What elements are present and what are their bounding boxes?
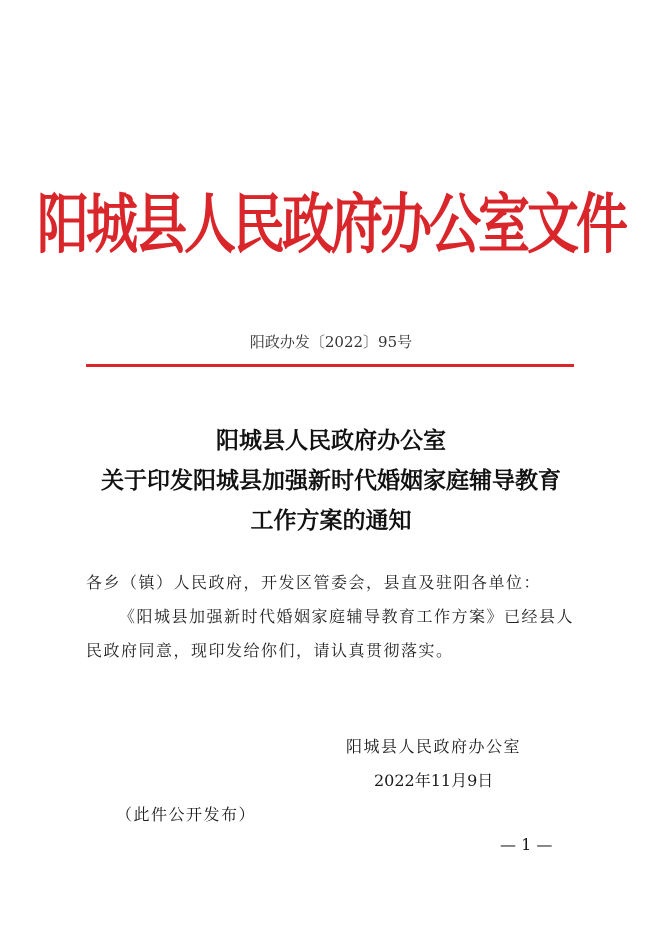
issuer-signature: 阳城县人民政府办公室 xyxy=(346,737,522,756)
body-paragraph: 《阳城县加强新时代婚姻家庭辅导教育工作方案》已经县人民政府同意，现印发给你们，请认真贯彻落实。 xyxy=(86,607,575,660)
red-divider-line xyxy=(86,364,574,367)
publish-note: （此件公开发布） xyxy=(116,805,257,824)
document-header-title: 阳城县人民政府办公室文件 xyxy=(36,186,625,263)
page-number: — 1 — xyxy=(500,835,553,854)
notice-title-line-3: 工作方案的通知 xyxy=(250,507,412,534)
notice-title xyxy=(0,421,662,541)
notice-title-line-1: 阳城县人民政府办公室 xyxy=(216,427,446,454)
addressee: 各乡（镇）人民政府，开发区管委会，县直及驻阳各单位： xyxy=(86,573,542,592)
document-number: 阳政办发〔2022〕95号 xyxy=(249,333,413,351)
notice-title-line-2: 关于印发阳城县加强新时代婚姻家庭辅导教育 xyxy=(101,467,561,494)
issue-date: 2022年11月9日 xyxy=(374,771,494,790)
